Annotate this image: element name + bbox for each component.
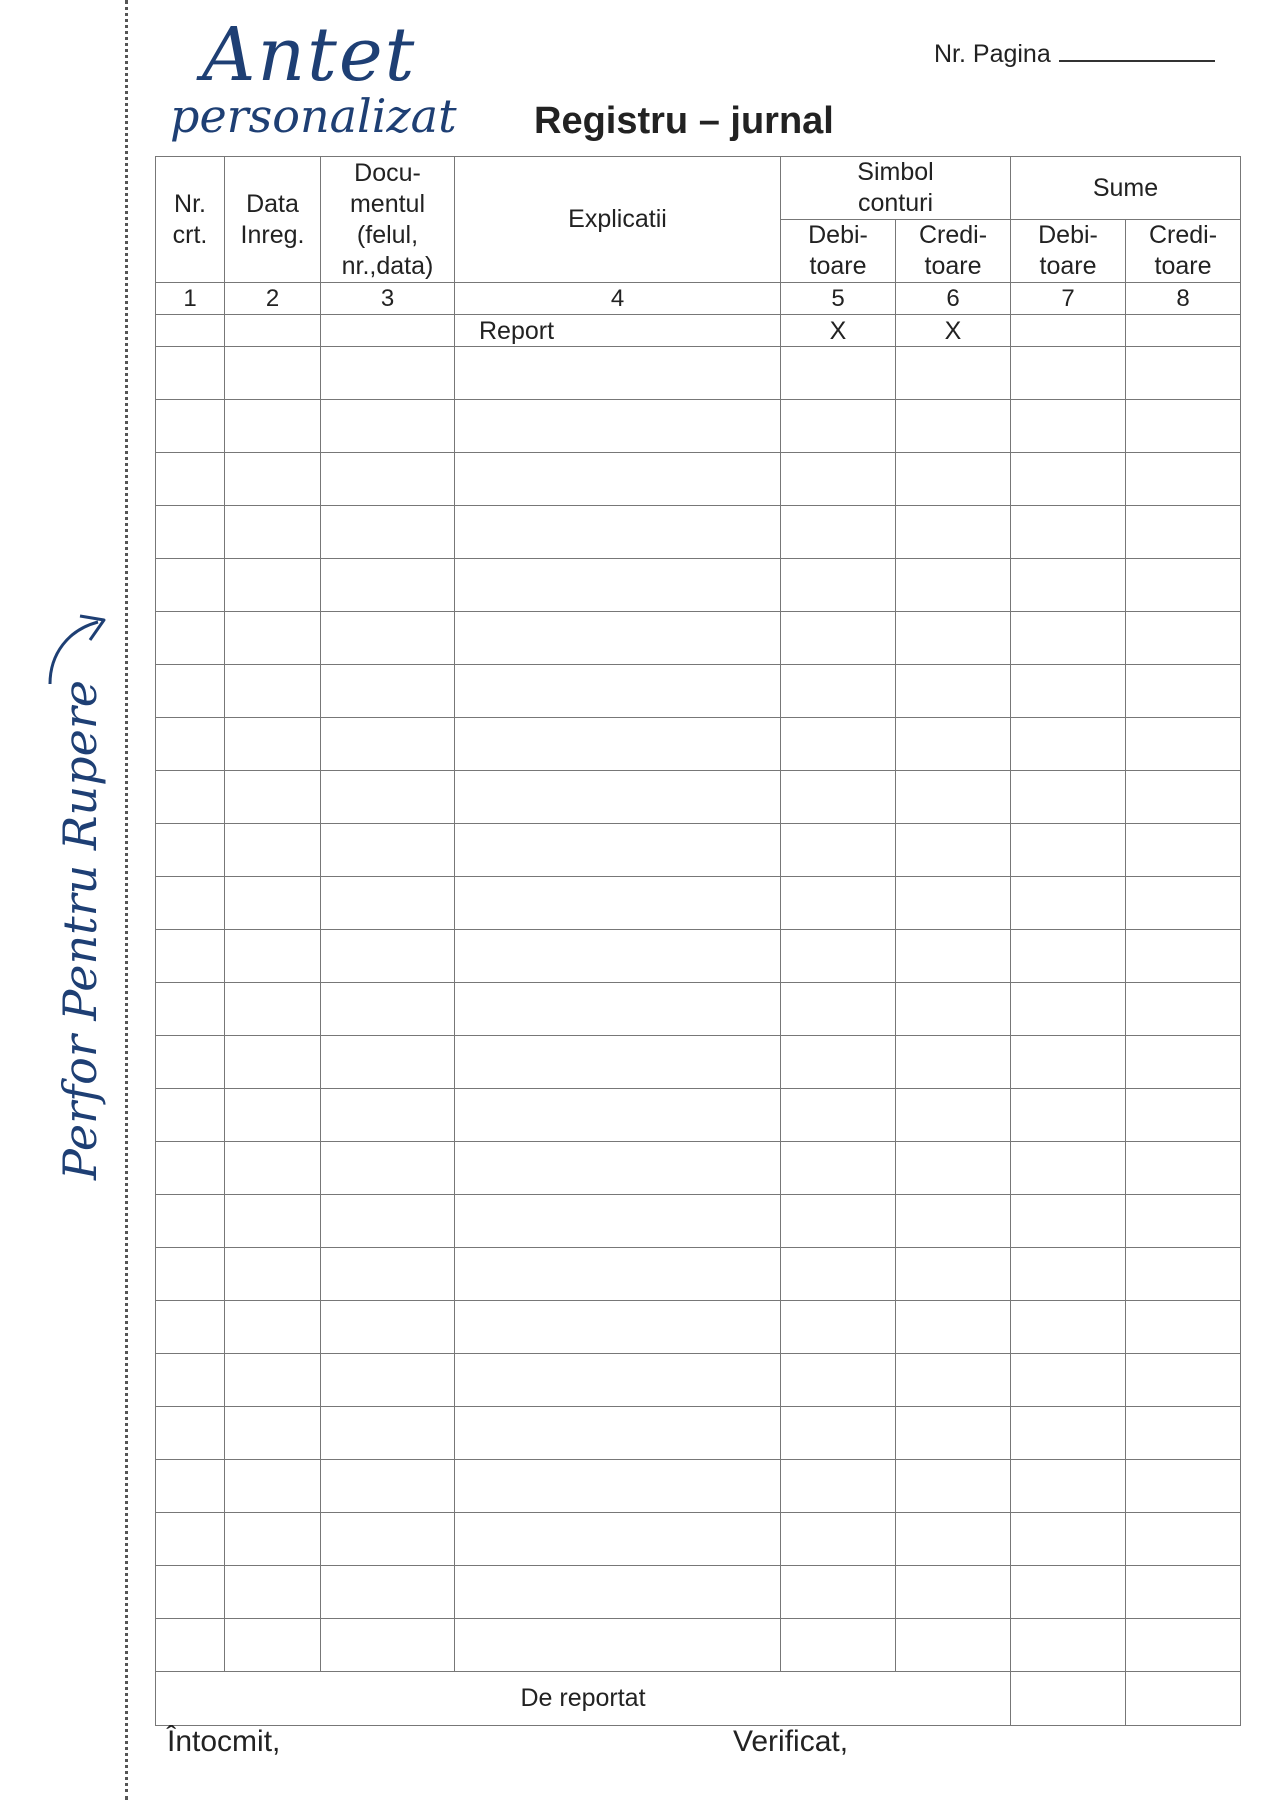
table-cell [455, 1566, 781, 1619]
table-row [156, 1407, 1241, 1460]
table-cell [225, 1619, 321, 1672]
table-cell [781, 877, 896, 930]
table-cell [1011, 983, 1126, 1036]
table-cell [225, 347, 321, 400]
column-number: 6 [896, 283, 1011, 315]
table-cell [781, 1619, 896, 1672]
column-number: 3 [321, 283, 455, 315]
table-cell [225, 718, 321, 771]
table-cell [156, 1248, 225, 1301]
table-cell [455, 506, 781, 559]
table-row [156, 718, 1241, 771]
page-number-label: Nr. Pagina [934, 40, 1051, 68]
table-cell [1011, 506, 1126, 559]
table-cell [781, 1407, 896, 1460]
table-cell [1126, 1142, 1241, 1195]
journal-register-table [155, 156, 1241, 1726]
table-cell [455, 347, 781, 400]
table-cell [156, 1142, 225, 1195]
table-cell [896, 1619, 1011, 1672]
table-cell [1011, 1195, 1126, 1248]
table-cell [896, 1513, 1011, 1566]
table-row [156, 983, 1241, 1036]
table-cell [781, 453, 896, 506]
report-sume-debitoare [1011, 315, 1126, 347]
table-cell [1126, 1513, 1241, 1566]
table-cell [781, 930, 896, 983]
table-cell [455, 771, 781, 824]
table-cell [1126, 1248, 1241, 1301]
table-cell [156, 824, 225, 877]
table-cell [781, 771, 896, 824]
table-cell [321, 771, 455, 824]
table-cell [1011, 665, 1126, 718]
table-row [156, 824, 1241, 877]
table-cell [455, 1248, 781, 1301]
table-row [156, 1301, 1241, 1354]
table-cell [1126, 347, 1241, 400]
table-cell [781, 1301, 896, 1354]
table-cell [896, 1195, 1011, 1248]
report-simbol-creditoare: X [896, 315, 1011, 347]
table-cell [225, 453, 321, 506]
table-row [156, 771, 1241, 824]
table-cell [225, 930, 321, 983]
table-cell [1126, 771, 1241, 824]
table-row [156, 930, 1241, 983]
table-cell [781, 1354, 896, 1407]
table-cell [225, 1089, 321, 1142]
table-cell [1011, 1036, 1126, 1089]
table-cell [225, 1248, 321, 1301]
header-simbol-creditoare: Credi- toare [896, 220, 1011, 283]
table-cell [1011, 1407, 1126, 1460]
table-cell [156, 453, 225, 506]
table-cell [1126, 877, 1241, 930]
footer-row [156, 1672, 1241, 1726]
table-cell [1011, 400, 1126, 453]
table-cell [321, 983, 455, 1036]
table-cell [321, 665, 455, 718]
column-number: 1 [156, 283, 225, 315]
table-cell [1011, 1248, 1126, 1301]
table-cell [1126, 400, 1241, 453]
table-cell [156, 506, 225, 559]
table-cell [781, 983, 896, 1036]
header-row-1 [156, 157, 1241, 220]
table-cell [896, 1089, 1011, 1142]
table-cell [781, 347, 896, 400]
table-cell [321, 1460, 455, 1513]
table-cell [321, 1301, 455, 1354]
table-cell [896, 559, 1011, 612]
table-cell [225, 1036, 321, 1089]
table-cell [455, 665, 781, 718]
report-row [156, 315, 1241, 347]
table-cell [781, 824, 896, 877]
table-cell [455, 1089, 781, 1142]
table-cell [455, 612, 781, 665]
table-cell [896, 1142, 1011, 1195]
table-cell [225, 771, 321, 824]
table-cell [455, 1354, 781, 1407]
table-cell [896, 824, 1011, 877]
header-explicatii: Explicatii [455, 157, 781, 283]
table-cell [455, 1142, 781, 1195]
table-cell [156, 1301, 225, 1354]
column-number: 4 [455, 283, 781, 315]
page-number-blank [1059, 38, 1215, 62]
table-cell [321, 1513, 455, 1566]
table-cell [1126, 1619, 1241, 1672]
table-cell [321, 930, 455, 983]
verified-by-label: Verificat, [733, 1725, 849, 1758]
table-cell [156, 877, 225, 930]
table-cell [896, 453, 1011, 506]
table-cell [156, 718, 225, 771]
header-simbol-debitoare: Debi- toare [781, 220, 896, 283]
tear-off-label: Perfor Pentru Rupere [53, 679, 107, 1180]
table-cell [781, 1142, 896, 1195]
header-sume-debitoare: Debi- toare [1011, 220, 1126, 283]
table-cell [321, 877, 455, 930]
table-cell [225, 1195, 321, 1248]
table-cell [1126, 612, 1241, 665]
table-cell [225, 400, 321, 453]
table-cell [455, 1301, 781, 1354]
prepared-by-label: Întocmit, [167, 1725, 281, 1758]
table-cell [321, 1036, 455, 1089]
table-cell [321, 559, 455, 612]
header-nr-crt: Nr. crt. [156, 157, 225, 283]
table-row [156, 1089, 1241, 1142]
table-row [156, 1513, 1241, 1566]
table-cell [455, 1513, 781, 1566]
report-nr-cell [156, 315, 225, 347]
table-cell [156, 771, 225, 824]
table-cell [156, 1089, 225, 1142]
table-cell [455, 400, 781, 453]
table-cell [321, 1407, 455, 1460]
table-cell [455, 1195, 781, 1248]
table-cell [896, 1036, 1011, 1089]
table-cell [896, 771, 1011, 824]
column-number-row [156, 283, 1241, 315]
table-cell [781, 1036, 896, 1089]
table-cell [781, 1513, 896, 1566]
table-cell [1126, 559, 1241, 612]
table-cell [896, 612, 1011, 665]
table-cell [896, 1460, 1011, 1513]
table-cell [1011, 824, 1126, 877]
header-sume: Sume [1011, 157, 1241, 220]
table-cell [455, 1407, 781, 1460]
table-cell [1011, 347, 1126, 400]
report-data-cell [225, 315, 321, 347]
table-cell [896, 1354, 1011, 1407]
table-cell [1126, 1195, 1241, 1248]
table-cell [321, 1142, 455, 1195]
logo-line-1: Antet [202, 12, 417, 98]
table-cell [781, 1248, 896, 1301]
report-document-cell [321, 315, 455, 347]
table-cell [1011, 612, 1126, 665]
table-cell [156, 1566, 225, 1619]
blank-entry-rows [156, 347, 1241, 1672]
document-title: Registru – jurnal [534, 100, 834, 142]
table-cell [1126, 1566, 1241, 1619]
table-row [156, 506, 1241, 559]
table-cell [225, 1142, 321, 1195]
table-cell [321, 612, 455, 665]
header-documentul: Docu- mentul (felul, nr.,data) [321, 157, 455, 283]
table-cell [321, 718, 455, 771]
table-cell [1011, 771, 1126, 824]
footer-de-reportat: De reportat [156, 1672, 1011, 1726]
table-cell [896, 400, 1011, 453]
table-cell [1011, 1354, 1126, 1407]
table-cell [225, 506, 321, 559]
report-sume-creditoare [1126, 315, 1241, 347]
table-cell [156, 1354, 225, 1407]
table-cell [225, 559, 321, 612]
table-cell [1126, 718, 1241, 771]
table-cell [781, 665, 896, 718]
table-cell [896, 347, 1011, 400]
table-cell [321, 1195, 455, 1248]
table-row [156, 1036, 1241, 1089]
table-cell [896, 877, 1011, 930]
table-cell [321, 347, 455, 400]
table-cell [1126, 1354, 1241, 1407]
table-cell [1011, 877, 1126, 930]
table-cell [896, 1407, 1011, 1460]
header-simbol-conturi: Simbol conturi [781, 157, 1011, 220]
table-row [156, 1619, 1241, 1672]
table-cell [225, 1566, 321, 1619]
report-label: Report [455, 315, 781, 347]
table-cell [1011, 1619, 1126, 1672]
table-cell [1011, 718, 1126, 771]
table-cell [781, 400, 896, 453]
column-number: 2 [225, 283, 321, 315]
table-cell [455, 718, 781, 771]
table-cell [225, 1301, 321, 1354]
table-cell [1011, 1142, 1126, 1195]
table-cell [455, 559, 781, 612]
table-cell [455, 453, 781, 506]
table-cell [1126, 453, 1241, 506]
table-cell [455, 1460, 781, 1513]
table-cell [156, 983, 225, 1036]
table-row [156, 1354, 1241, 1407]
table-cell [781, 1195, 896, 1248]
table-cell [1011, 1301, 1126, 1354]
table-row [156, 347, 1241, 400]
table-row [156, 612, 1241, 665]
custom-letterhead-logo [170, 12, 460, 142]
table-cell [225, 1460, 321, 1513]
table-cell [1011, 1089, 1126, 1142]
column-number: 5 [781, 283, 896, 315]
page-number-field [934, 38, 1215, 69]
table-cell [455, 930, 781, 983]
table-cell [455, 877, 781, 930]
table-cell [321, 453, 455, 506]
table-row [156, 665, 1241, 718]
table-cell [1011, 930, 1126, 983]
table-row [156, 1248, 1241, 1301]
logo-line-2: personalizat [170, 89, 457, 143]
table-cell [156, 1036, 225, 1089]
table-cell [455, 1619, 781, 1672]
table-cell [896, 930, 1011, 983]
table-cell [1011, 453, 1126, 506]
table-cell [1126, 930, 1241, 983]
table-cell [156, 400, 225, 453]
table-cell [321, 1619, 455, 1672]
table-cell [225, 1513, 321, 1566]
table-row [156, 453, 1241, 506]
table-cell [1126, 1036, 1241, 1089]
table-cell [225, 665, 321, 718]
table-row [156, 877, 1241, 930]
table-cell [896, 1248, 1011, 1301]
curved-arrow-icon [42, 612, 112, 688]
table-cell [896, 1566, 1011, 1619]
table-cell [321, 824, 455, 877]
table-cell [1126, 1089, 1241, 1142]
table-cell [1011, 1513, 1126, 1566]
table-cell [225, 612, 321, 665]
table-cell [321, 400, 455, 453]
table-cell [896, 718, 1011, 771]
table-cell [896, 665, 1011, 718]
table-cell [156, 1407, 225, 1460]
report-simbol-debitoare: X [781, 315, 896, 347]
table-cell [321, 1354, 455, 1407]
table-cell [781, 559, 896, 612]
table-row [156, 1195, 1241, 1248]
table-cell [455, 824, 781, 877]
table-row [156, 400, 1241, 453]
table-cell [781, 1460, 896, 1513]
table-cell [1126, 665, 1241, 718]
header-data-inreg: Data Inreg. [225, 157, 321, 283]
table-cell [781, 1089, 896, 1142]
table-cell [225, 1354, 321, 1407]
table-cell [321, 1566, 455, 1619]
table-cell [1126, 1301, 1241, 1354]
table-cell [321, 1248, 455, 1301]
table-cell [1011, 1566, 1126, 1619]
table-cell [1011, 1460, 1126, 1513]
table-cell [156, 930, 225, 983]
table-cell [156, 1460, 225, 1513]
header-sume-creditoare: Credi- toare [1126, 220, 1241, 283]
table-cell [1126, 506, 1241, 559]
table-cell [225, 824, 321, 877]
table-cell [781, 506, 896, 559]
table-cell [1126, 1460, 1241, 1513]
table-cell [896, 1301, 1011, 1354]
table-cell [781, 1566, 896, 1619]
table-cell [156, 612, 225, 665]
table-cell [1126, 1407, 1241, 1460]
table-cell [896, 983, 1011, 1036]
table-cell [455, 983, 781, 1036]
column-number: 7 [1011, 283, 1126, 315]
column-number: 8 [1126, 283, 1241, 315]
table-cell [455, 1036, 781, 1089]
table-cell [156, 1513, 225, 1566]
table-cell [156, 347, 225, 400]
table-cell [781, 718, 896, 771]
table-cell [156, 665, 225, 718]
table-cell [156, 1195, 225, 1248]
table-cell [156, 559, 225, 612]
table-cell [1011, 559, 1126, 612]
footer-sume-debitoare [1011, 1672, 1126, 1726]
table-cell [321, 1089, 455, 1142]
table-cell [1126, 824, 1241, 877]
table-cell [321, 506, 455, 559]
table-cell [781, 612, 896, 665]
footer-sume-creditoare [1126, 1672, 1241, 1726]
perforation-line [125, 0, 128, 1800]
table-cell [225, 1407, 321, 1460]
table-row [156, 1142, 1241, 1195]
table-cell [1126, 983, 1241, 1036]
table-row [156, 559, 1241, 612]
table-cell [225, 983, 321, 1036]
table-row [156, 1566, 1241, 1619]
table-cell [156, 1619, 225, 1672]
table-row [156, 1460, 1241, 1513]
table-cell [896, 506, 1011, 559]
table-cell [225, 877, 321, 930]
